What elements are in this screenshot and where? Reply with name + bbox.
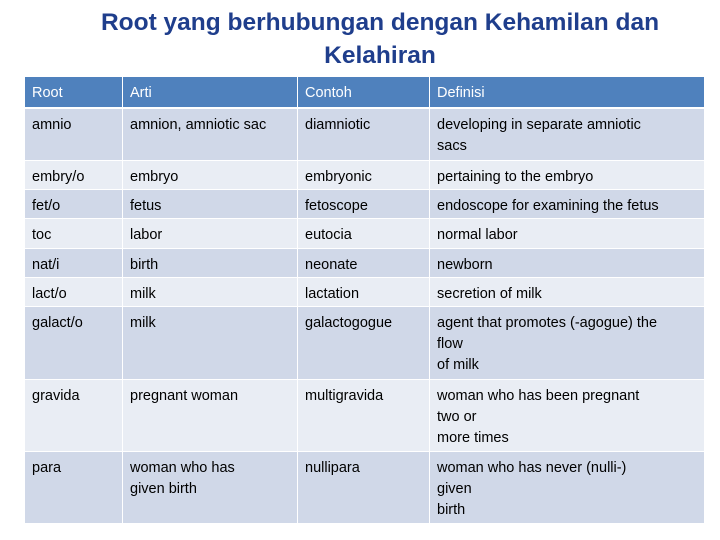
cell-contoh: fetoscope bbox=[298, 189, 430, 218]
table-row bbox=[25, 189, 705, 218]
table-row bbox=[25, 218, 705, 248]
cell-definisi bbox=[430, 160, 705, 189]
arti-line: given birth bbox=[130, 480, 197, 497]
roots-table bbox=[24, 77, 705, 524]
cell-contoh: diamniotic bbox=[298, 108, 430, 160]
definisi-line: woman who has been pregnant bbox=[437, 387, 640, 404]
cell-root: galact/o bbox=[25, 306, 123, 379]
definisi-line: of milk bbox=[437, 356, 479, 373]
cell-contoh: lactation bbox=[298, 277, 430, 306]
cell-arti: amnion, amniotic sac bbox=[123, 108, 298, 160]
cell-arti: embryo bbox=[123, 160, 298, 189]
cell-contoh: nullipara bbox=[298, 451, 430, 523]
table-row bbox=[25, 451, 705, 523]
arti-line: woman who has bbox=[130, 459, 235, 476]
table-row bbox=[25, 306, 705, 379]
table-row bbox=[25, 160, 705, 189]
cell-definisi bbox=[430, 218, 705, 248]
cell-root: nat/i bbox=[25, 248, 123, 277]
table-row bbox=[25, 248, 705, 277]
page-title-line-2: Kelahiran bbox=[324, 42, 436, 69]
cell-contoh: eutocia bbox=[298, 218, 430, 248]
cell-arti: labor bbox=[123, 218, 298, 248]
definisi-line: newborn bbox=[437, 256, 493, 273]
definisi-line: normal labor bbox=[437, 226, 518, 243]
cell-definisi bbox=[430, 451, 705, 523]
cell-definisi bbox=[430, 306, 705, 379]
cell-arti bbox=[123, 451, 298, 523]
page-title bbox=[90, 6, 670, 72]
table-row bbox=[25, 277, 705, 306]
cell-root: amnio bbox=[25, 108, 123, 160]
table-header-row bbox=[25, 77, 705, 108]
cell-root: lact/o bbox=[25, 277, 123, 306]
cell-definisi bbox=[430, 379, 705, 451]
cell-definisi bbox=[430, 108, 705, 160]
header-definisi: Definisi bbox=[430, 77, 705, 108]
cell-arti: pregnant woman bbox=[123, 379, 298, 451]
definisi-line: birth bbox=[437, 501, 466, 518]
cell-root: embry/o bbox=[25, 160, 123, 189]
page-title-line-1: Root yang berhubungan dengan Kehamilan dan bbox=[100, 9, 660, 36]
definisi-line: developing in separate amniotic bbox=[437, 117, 641, 133]
cell-root: gravida bbox=[25, 379, 123, 451]
cell-definisi bbox=[430, 189, 705, 218]
definisi-line: woman who has never (nulli-) bbox=[437, 459, 627, 476]
header-root: Root bbox=[25, 77, 123, 108]
cell-contoh: embryonic bbox=[298, 160, 430, 189]
table-row bbox=[25, 108, 705, 160]
cell-contoh: galactogogue bbox=[298, 306, 430, 379]
cell-root: para bbox=[25, 451, 123, 523]
header-contoh: Contoh bbox=[298, 77, 430, 108]
header-arti: Arti bbox=[123, 77, 298, 108]
cell-root: fet/o bbox=[25, 189, 123, 218]
cell-arti: milk bbox=[123, 306, 298, 379]
table-row bbox=[25, 379, 705, 451]
definisi-line: two or bbox=[437, 408, 477, 425]
definisi-line: pertaining to the embryo bbox=[437, 168, 594, 185]
definisi-line: given bbox=[437, 480, 472, 497]
definisi-line: sacs bbox=[437, 138, 467, 154]
definisi-line: flow bbox=[437, 335, 463, 352]
cell-arti: milk bbox=[123, 277, 298, 306]
cell-contoh: neonate bbox=[298, 248, 430, 277]
definisi-line: endoscope for examining the fetus bbox=[437, 197, 659, 214]
cell-contoh: multigravida bbox=[298, 379, 430, 451]
cell-arti: fetus bbox=[123, 189, 298, 218]
cell-definisi bbox=[430, 248, 705, 277]
definisi-line: more times bbox=[437, 429, 509, 446]
definisi-line: agent that promotes (-agogue) the bbox=[437, 314, 658, 331]
definisi-line: secretion of milk bbox=[437, 285, 542, 302]
cell-arti: birth bbox=[123, 248, 298, 277]
cell-definisi bbox=[430, 277, 705, 306]
cell-root: toc bbox=[25, 218, 123, 248]
